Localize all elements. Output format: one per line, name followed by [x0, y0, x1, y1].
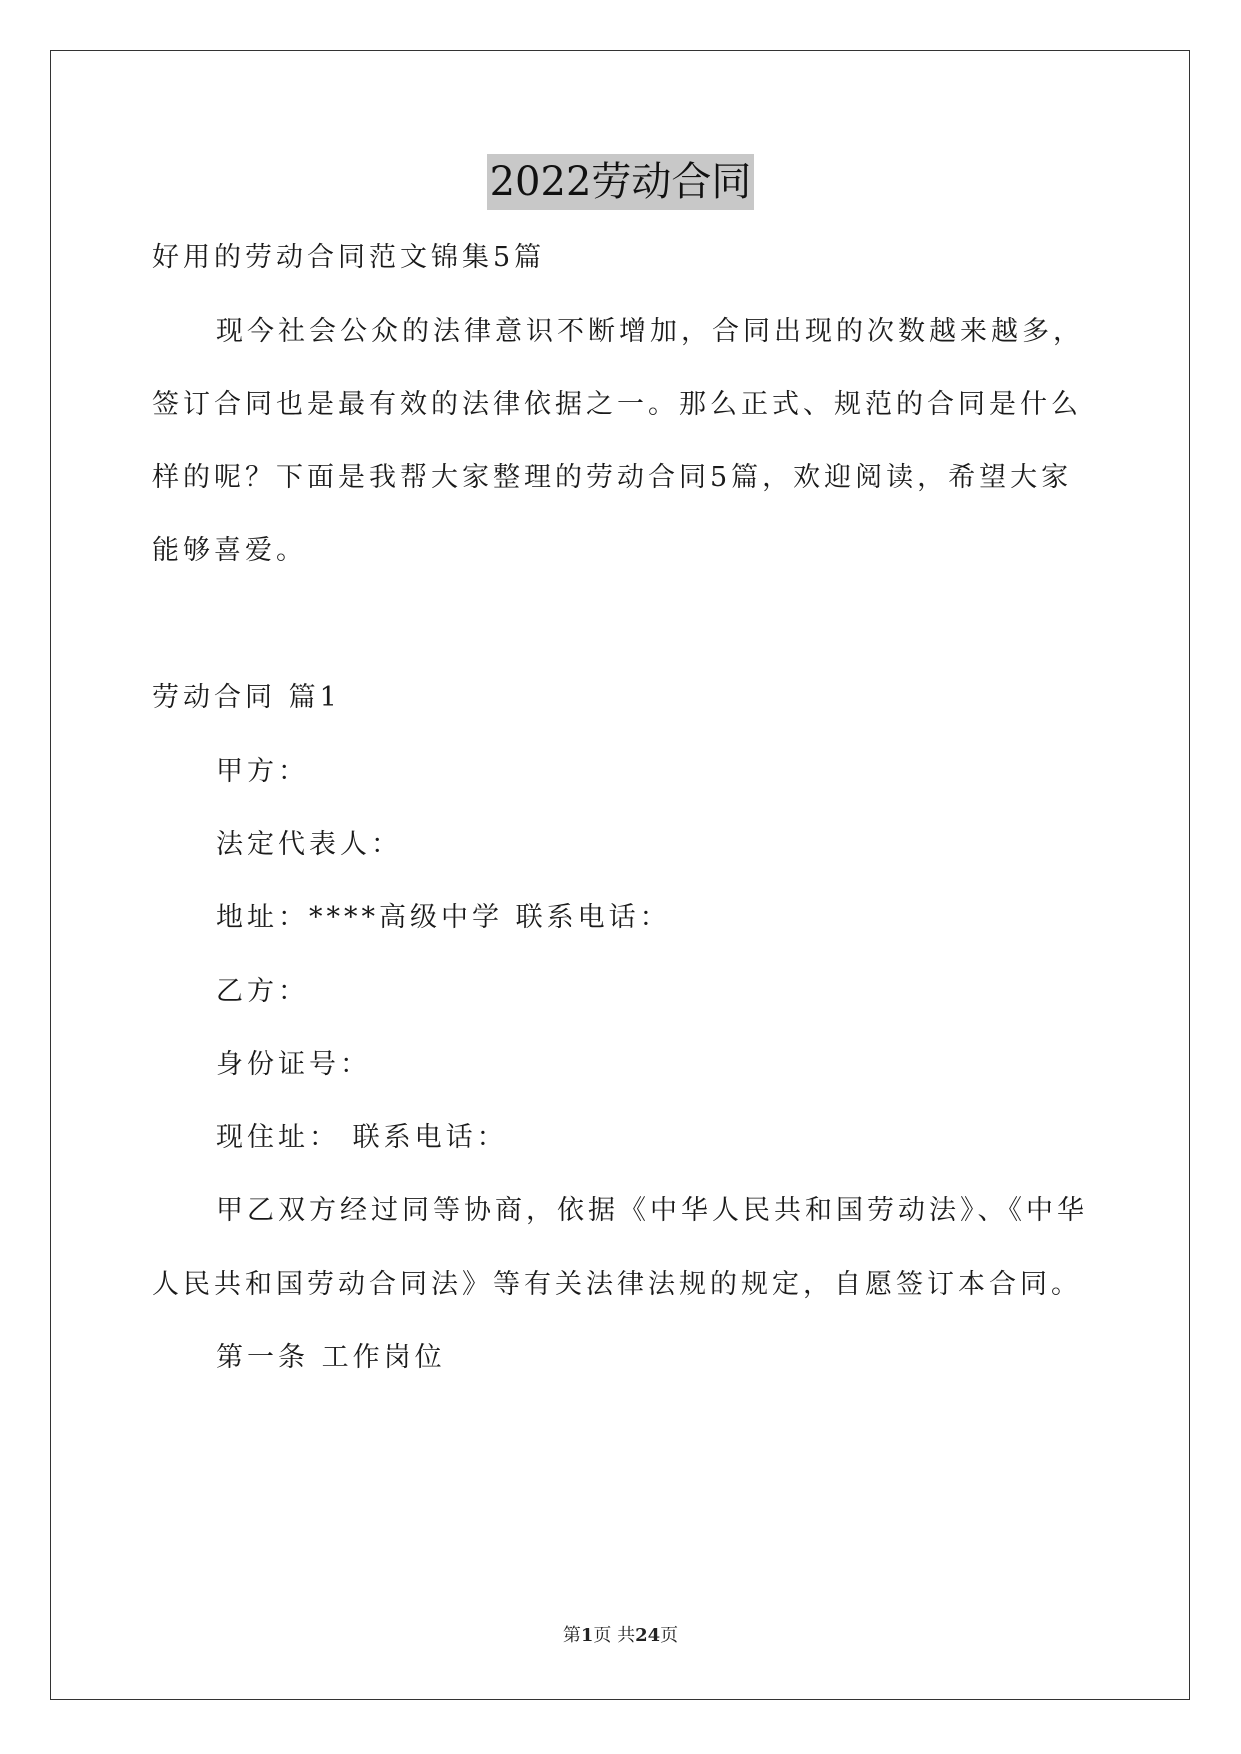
intro-line-3: 样的呢？下面是我帮大家整理的劳动合同5篇，欢迎阅读，希望大家 [152, 462, 1073, 493]
agreement-line-1: 甲乙双方经过同等协商，依据《中华人民共和国劳动法》、《中华 [216, 1195, 1088, 1226]
legal-rep-field: 法定代表人： [216, 829, 402, 860]
agreement-line-2: 人民共和国劳动合同法》等有关法律法规的规定，自愿签订本合同。 [152, 1269, 1082, 1300]
intro-line-1: 现今社会公众的法律意识不断增加，合同出现的次数越来越多， [216, 316, 1084, 347]
footer-page-suffix: 页 [660, 1625, 679, 1646]
footer-page-prefix: 第 [562, 1625, 581, 1646]
footer-page-current: 1 [580, 1625, 594, 1646]
page-footer [0, 1623, 1241, 1649]
party-b-field: 乙方： [216, 976, 309, 1007]
intro-line-2: 签订合同也是最有效的法律依据之一。那么正式、规范的合同是什么 [152, 389, 1082, 420]
title-wrap [0, 154, 1241, 210]
section-heading: 劳动合同 篇1 [152, 682, 341, 713]
current-address-field: 现住址： 联系电话： [216, 1122, 508, 1153]
document-subtitle: 好用的劳动合同范文锦集5篇 [152, 242, 546, 273]
document-title: 2022劳动合同 [487, 154, 755, 210]
footer-page-mid: 页 共 [593, 1625, 636, 1646]
intro-line-4: 能够喜爱。 [152, 535, 307, 566]
address-field: 地址：****高级中学 联系电话： [216, 902, 671, 933]
party-a-field: 甲方： [216, 756, 309, 787]
article-1-heading: 第一条 工作岗位 [216, 1342, 446, 1373]
id-number-field: 身份证号： [216, 1049, 371, 1080]
footer-page-total: 24 [635, 1625, 661, 1646]
page-border [50, 50, 1190, 1700]
